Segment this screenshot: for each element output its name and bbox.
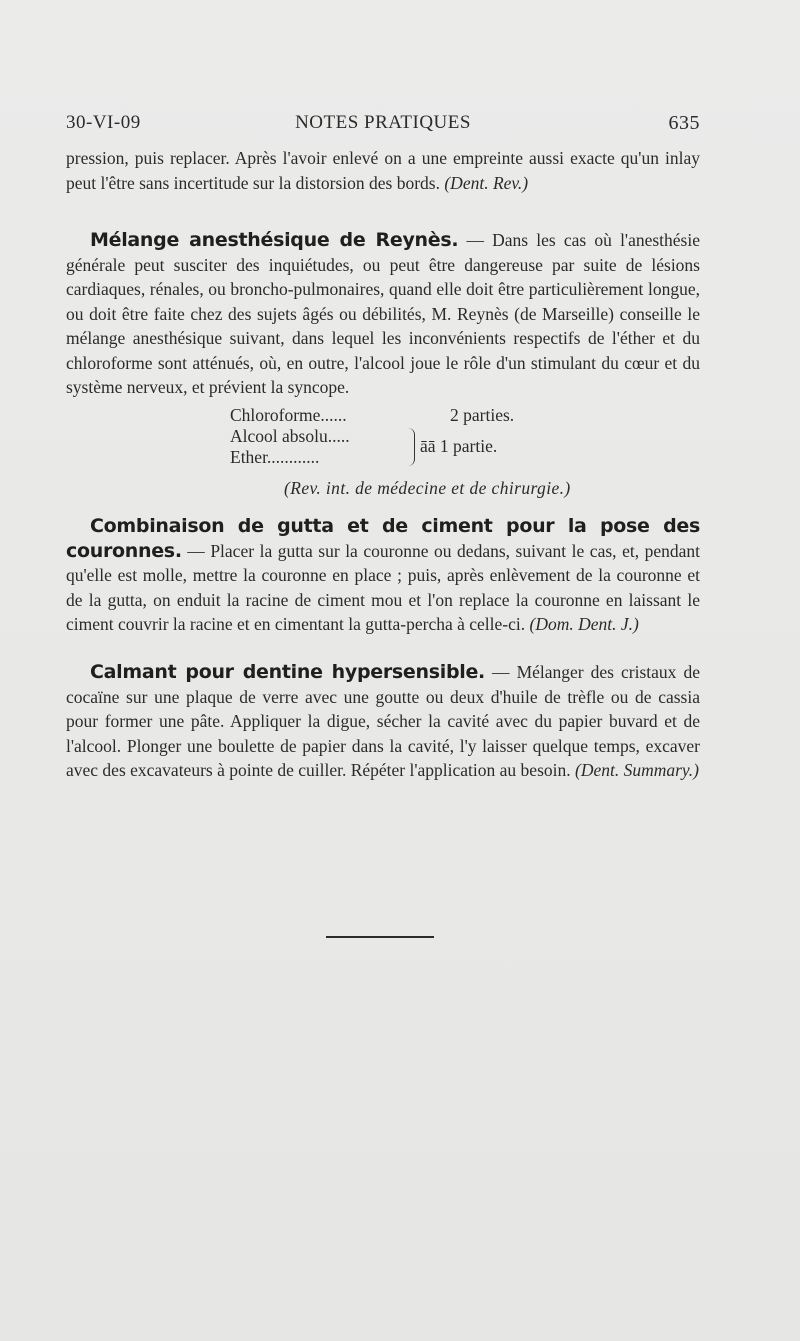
section-body: — Placer la gutta sur la couronne ou dedans, suivant le cas, et, pendant qu'elle est molle, mettre la couronne en place ; puis, après enlèvement de la couronne et de la gutta, on enduit la racine de ciment mou et l'on replace la couronne en laissant le ciment couvrir la racine et en cimentant la gutta-percha à celle-ci. [66,540,701,634]
section-body: — Mélanger des cristaux de cocaïne sur une plaque de verre avec une goutte ou deux d'huile de trèfle ou de cassia pour former une pâte. Appliquer la digue, sécher la cavité avec du papier buvard et de l'alcool. Plonger une boulette de papier dans la cavité, l'y laisser quelque temps, excaver avec des excavateurs à pointe de cuiller. Répéter l'application au besoin. [66,662,700,780]
section-heading: Mélange anesthésique de Reynès. [90,229,459,251]
section-gutta-cement [66,514,700,637]
formula-source: (Rev. int. de médecine et de chirurgie.) [284,478,571,498]
formula-ingredient: Chloroforme...... [230,405,347,425]
header-date: 30-VI-09 [66,112,141,133]
formula-ingredient: Alcool absolu..... [230,426,350,446]
formula-quantity: 2 parties. [450,405,515,425]
section-body: — Dans les cas où l'anesthésie générale peut susciter des inquiétudes, ou peut être dangereuse par suite de lésions cardiaques, rénales, ou broncho-pulmonaires, quand elle doit être particulièrement longue, ou doit être faite chez des sujets âgés ou débilités, M. Reynès (de Marseille) conseille le mélange anesthésique suivant, dans lequel les inconvénients respectifs de l'éther et du chloroforme sont atténués, où, en outre, l'alcool joue le rôle d'un stimulant du cœur et du système nerveux, et prévient la syncope. [66,230,700,397]
continuation-paragraph [66,146,700,195]
header-title: NOTES PRATIQUES [295,112,471,133]
section-dentine-sedative [66,660,700,783]
section-heading: Calmant pour dentine hypersensible. [90,661,485,683]
section-heading: Combinaison de gutta et de ciment pour la pose des couronnes. [66,515,700,562]
section-ref: (Dent. Summary.) [575,760,699,780]
end-rule [326,936,434,938]
formula-table [230,405,630,468]
continuation-text: pression, puis replacer. Après l'avoir enlevé on a une empreinte aussi exacte qu'un inlay peut l'être sans incertitude sur la distorsion des bords. [66,148,700,193]
formula-quantity: āā 1 partie. [420,436,498,456]
section-anesthetic-mixture [66,228,700,400]
continuation-ref: (Dent. Rev.) [444,172,529,193]
running-header [66,112,700,140]
formula-ingredient: Ether............ [230,447,320,467]
page-number: 635 [668,112,700,134]
section-ref: (Dom. Dent. J.) [529,614,639,634]
